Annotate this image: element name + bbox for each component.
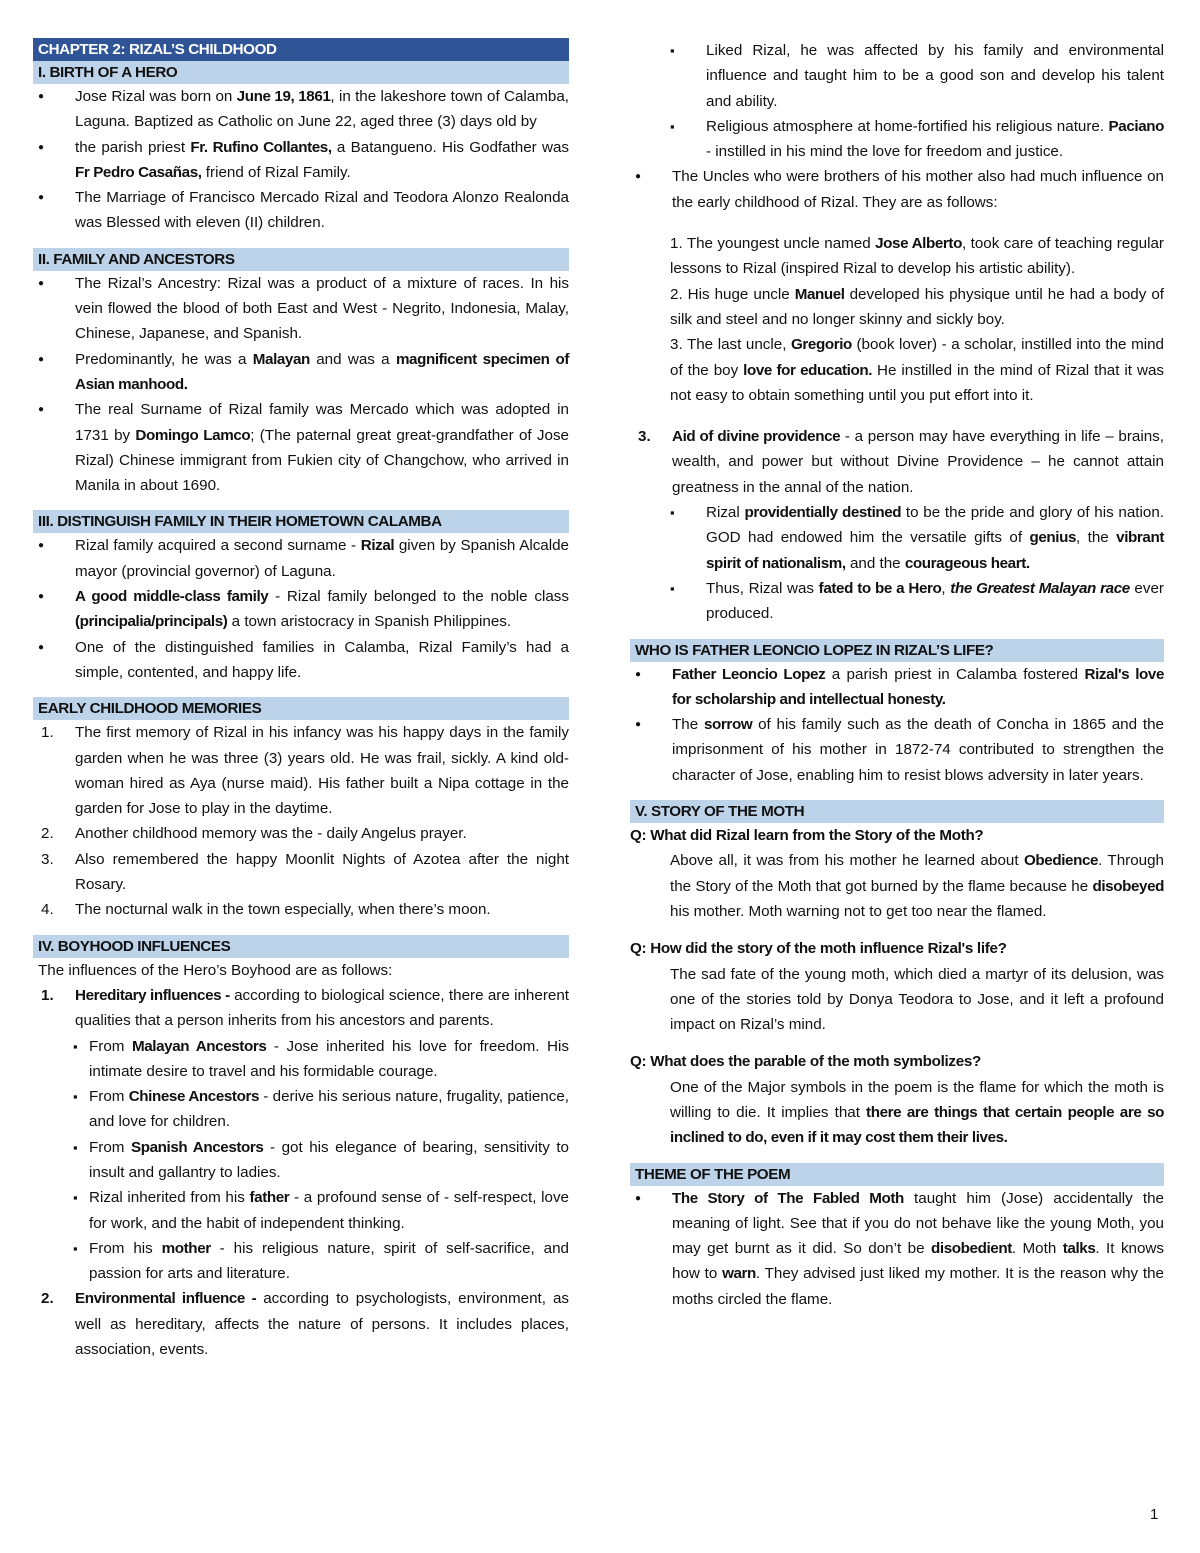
section-heading-memories: EARLY CHILDHOOD MEMORIES xyxy=(33,697,569,720)
intro-text: The influences of the Hero’s Boyhood are as follows: xyxy=(38,961,393,979)
bullet-item: ● The Story of The Fabled Moth taught him (Jose) accidentally the meaning of light. See that if you do not behave like the young Moth, you may get burnt as it did. So don’t be disobedient. Moth talks. It knows how to warn. They advised just liked my mother. It is the reason why the moths circled the flame. xyxy=(630,1186,1164,1312)
question: Q: What does the parable of the moth symbolizes? xyxy=(630,1053,981,1071)
section-heading-calamba: III. DISTINGUISH FAMILY IN THEIR HOMETOWN CALAMBA xyxy=(33,510,569,533)
section-heading-lopez: WHO IS FATHER LEONCIO LOPEZ IN RIZAL’S LIFE? xyxy=(630,639,1164,662)
bullet-item: ● The sorrow of his family such as the death of Concha in 1865 and the imprisonment of his mother in 1872-74 contributed to strengthen the character of Jose, enabling him to resist blows adversity in later years. xyxy=(630,712,1164,788)
sub-bullet-item: ▪ From Chinese Ancestors - derive his serious nature, frugality, patience, and love for children. xyxy=(33,1084,569,1135)
numbered-item: 1. Hereditary influences - according to biological science, there are inherent qualities that a person inherits from his ancestors and parents. xyxy=(41,986,569,1030)
sub-bullet-item: ▪ Liked Rizal, he was affected by his family and environmental influence and taught him to be a good son and develop his talent and ability. xyxy=(630,38,1164,114)
page-number: 1 xyxy=(1150,1506,1159,1523)
section-heading-boyhood: IV. BOYHOOD INFLUENCES xyxy=(33,935,569,958)
question: Q: What did Rizal learn from the Story of the Moth? xyxy=(630,827,984,845)
bullet-item: ● The real Surname of Rizal family was Mercado which was adopted in 1731 by Domingo Lamco; (The paternal great great-grandfather of Jose Rizal) Chinese immigrant from Fukien city of Changchow, who arrived in Manila in about 1690. xyxy=(33,397,569,498)
numbered-item: 3. Also remembered the happy Moonlit Nights of Azotea after the night Rosary. xyxy=(41,850,569,894)
uncle-item: 2. His huge uncle Manuel developed his physique until he had a body of silk and steel and no longer skinny and sickly boy. xyxy=(670,285,1165,328)
uncle-item: 3. The last uncle, Gregorio (book lover) - a scholar, instilled into the mind of the boy love for education. He instilled in the mind of Rizal that it was not easy to obtain something until you put effort into it. xyxy=(670,336,1164,404)
question: Q: How did the story of the moth influence Rizal's life? xyxy=(630,940,1007,958)
section-heading-moth: V. STORY OF THE MOTH xyxy=(630,800,1164,823)
sub-bullet-item: ▪ From his mother - his religious nature, spirit of self-sacrifice, and passion for arts and literature. xyxy=(33,1236,569,1287)
sub-bullet-item: ▪ Rizal inherited from his father - a profound sense of - self-respect, love for work, and the habit of independent thinking. xyxy=(33,1185,569,1236)
sub-bullet-item: ▪ Rizal providentially destined to be the pride and glory of his nation. GOD had endowed him the versatile gifts of genius, the vibrant spirit of nationalism, and the courageous heart. xyxy=(630,500,1164,576)
bullet-item: ● Predominantly, he was a Malayan and was a magnificent specimen of Asian manhood. xyxy=(33,347,569,398)
bullet-item: ● Rizal family acquired a second surname - Rizal given by Spanish Alcalde mayor (provincial governor) of Laguna. xyxy=(33,533,569,584)
answer: Above all, it was from his mother he learned about Obedience. Through the Story of the Moth that got burned by the flame because he disobeyed his mother. Moth warning not to get too near the flamed. xyxy=(670,852,1165,920)
bullet-item: ● The Rizal’s Ancestry: Rizal was a product of a mixture of races. In his vein flowed the blood of both East and West - Negrito, Indonesia, Malay, Chinese, Japanese, and Spanish. xyxy=(33,271,569,347)
sub-bullet-item: ▪ From Malayan Ancestors - Jose inherited his love for freedom. His intimate desire to travel and his formidable courage. xyxy=(33,1034,569,1085)
numbered-item: 4. The nocturnal walk in the town especially, when there’s moon. xyxy=(41,901,491,919)
bullet-item: ● Jose Rizal was born on June 19, 1861, in the lakeshore town of Calamba, Laguna. Baptized as Catholic on June 22, aged three (3) days old by xyxy=(33,84,569,135)
chapter-title: CHAPTER 2: RIZAL’S CHILDHOOD xyxy=(33,38,569,61)
numbered-item: 2. Another childhood memory was the - daily Angelus prayer. xyxy=(41,825,467,843)
sub-bullet-item: ▪ From Spanish Ancestors - got his elegance of bearing, sensitivity to insult and gallantry to ladies. xyxy=(33,1135,569,1186)
bullet-item: ● The Marriage of Francisco Mercado Rizal and Teodora Alonzo Realonda was Blessed with eleven (II) children. xyxy=(33,185,569,236)
uncle-item: 1. The youngest uncle named Jose Alberto, took care of teaching regular lessons to Rizal (inspired Rizal to develop his artistic ability). xyxy=(670,235,1164,278)
sub-bullet-item: ▪ Thus, Rizal was fated to be a Hero, the Greatest Malayan race ever produced. xyxy=(630,576,1164,627)
section-heading-theme: THEME OF THE POEM xyxy=(630,1163,1164,1186)
answer: The sad fate of the young moth, which died a martyr of its delusion, was one of the stories told by Donya Teodora to Jose, and it left a profound impact on Rizal’s mind. xyxy=(670,965,1164,1034)
bullet-item: ● A good middle-class family - Rizal family belonged to the noble class (principalia/principals) a town aristocracy in Spanish Philippines. xyxy=(33,584,569,635)
bullet-item: ● the parish priest Fr. Rufino Collantes, a Batangueno. His Godfather was Fr Pedro Casañas, friend of Rizal Family. xyxy=(33,135,569,186)
numbered-item: 1. The first memory of Rizal in his infancy was his happy days in the family garden when he was three (3) years old. He was frail, sickly. A kind old-woman hired as Aya (nurse maid). His father built a Nipa cottage in the garden for Jose to play in the daytime. xyxy=(41,724,569,818)
answer: One of the Major symbols in the poem is the flame for which the moth is willing to die. It implies that there are things that certain people are so inclined to do, even if it may cost them their lives. xyxy=(670,1078,1164,1147)
bullet-item: ● The Uncles who were brothers of his mother also had much influence on the early childhood of Rizal. They are as follows: xyxy=(630,164,1164,215)
bullet-item: ● Father Leoncio Lopez a parish priest in Calamba fostered Rizal's love for scholarship and intellectual honesty. xyxy=(630,662,1164,713)
numbered-item: 3. Aid of divine providence - a person may have everything in life – brains, wealth, and power but without Divine Providence – he cannot attain greatness in the annal of the nation. xyxy=(638,428,1164,496)
section-heading-family: II. FAMILY AND ANCESTORS xyxy=(33,248,569,271)
left-column xyxy=(33,38,569,1362)
bullet-item: ● One of the distinguished families in Calamba, Rizal Family’s had a simple, contented, and happy life. xyxy=(33,635,569,686)
section-heading-birth: I. BIRTH OF A HERO xyxy=(33,61,569,84)
right-column xyxy=(630,38,1164,1312)
numbered-item: 2. Environmental influence - according to psychologists, environment, as well as hereditary, affects the nature of persons. It includes places, association, events. xyxy=(41,1290,570,1359)
sub-bullet-item: ▪ Religious atmosphere at home-fortified his religious nature. Paciano - instilled in his mind the love for freedom and justice. xyxy=(630,114,1164,165)
